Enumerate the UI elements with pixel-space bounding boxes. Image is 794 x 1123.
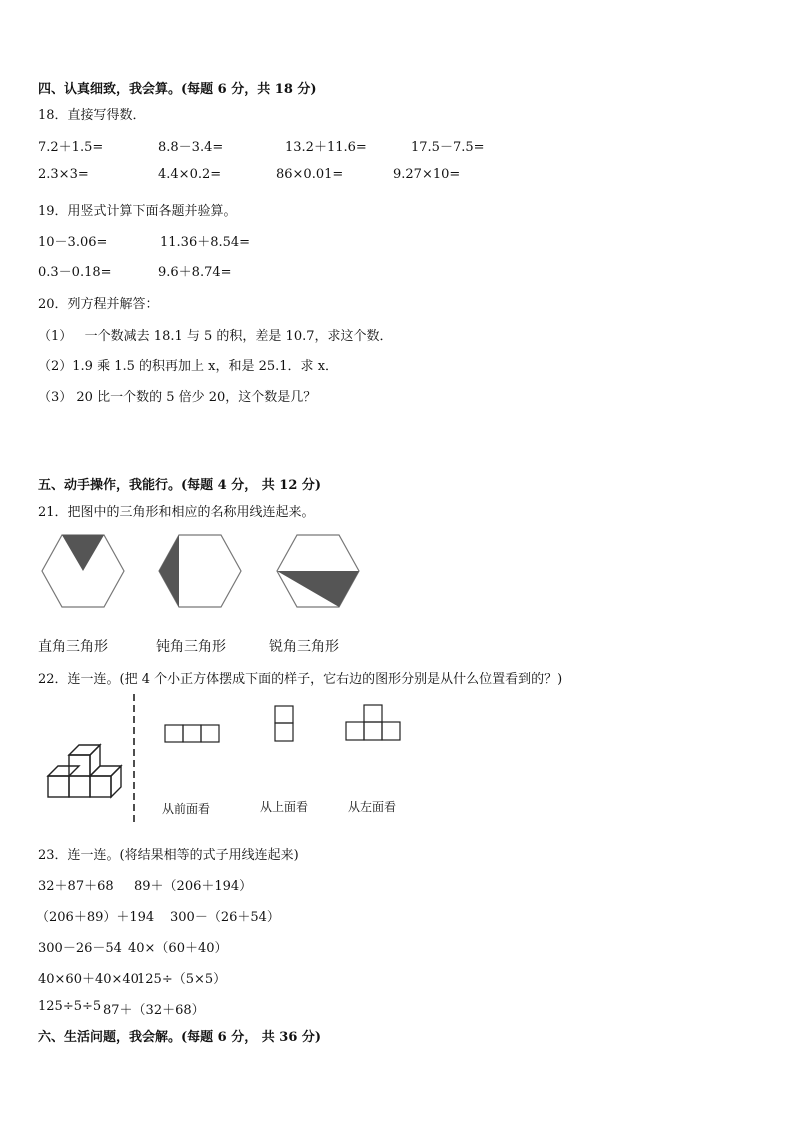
q23-title: 23．连一连。(将结果相等的式子用线连起来) <box>38 848 299 863</box>
triangle-label-obtuse: 钝角三角形 <box>156 639 226 655</box>
left-view-figure <box>344 703 404 743</box>
q18-item: 2.3×3= <box>38 167 89 182</box>
q18-item: 86×0.01= <box>276 167 344 182</box>
q23-right: 89＋（206＋194） <box>134 879 253 894</box>
section-4-heading: 四、认真细致，我会算。(每题 6 分，共 18 分) <box>38 82 317 97</box>
q23-left: 40×60＋40×40 <box>38 972 139 987</box>
q23-left: 300－26－54 <box>38 941 122 956</box>
q18-item: 13.2＋11.6= <box>285 140 367 155</box>
q23-right: 40×（60＋40） <box>128 941 228 956</box>
q18-item: 9.27×10= <box>393 167 461 182</box>
q20-item-3: （3） 20 比一个数的 5 倍少 20，这个数是几？ <box>38 390 317 405</box>
q19-item: 0.3－0.18= <box>38 265 112 280</box>
triangle-label-acute: 锐角三角形 <box>269 639 339 655</box>
q20-title: 20．列方程并解答： <box>38 297 159 312</box>
front-view-figure <box>163 723 223 745</box>
hexagon-right-triangle-figure <box>40 533 126 609</box>
view-label-front: 从前面看 <box>162 802 211 816</box>
q18-item: 8.8－3.4= <box>158 140 224 155</box>
q22-title: 22．连一连。(把 4 个小正方体摆成下面的样子，它右边的图形分别是从什么位置看到的？) <box>38 672 563 687</box>
q18-title: 18．直接写得数． <box>38 108 146 123</box>
q19-item: 11.36＋8.54= <box>160 235 251 250</box>
dashed-divider <box>130 694 138 824</box>
q18-item: 4.4×0.2= <box>158 167 222 182</box>
view-label-left: 从左面看 <box>348 800 397 814</box>
triangle-label-right: 直角三角形 <box>38 639 108 655</box>
q19-item: 10－3.06= <box>38 235 108 250</box>
q23-left: 125÷5÷5 <box>38 999 102 1014</box>
q23-right: 125÷（5×5） <box>137 972 227 987</box>
hexagon-obtuse-triangle-figure <box>157 533 243 609</box>
q23-right: 300－（26＋54） <box>170 910 280 925</box>
section-5-heading: 五、动手操作，我能行。(每题 4 分， 共 12 分) <box>38 478 322 493</box>
view-label-top: 从上面看 <box>260 800 309 814</box>
top-view-figure <box>273 704 297 744</box>
q20-item-1: （1） 一个数减去 18.1 与 5 的积，差是 10.7，求这个数． <box>38 329 393 344</box>
q23-right: 87＋（32＋68） <box>103 1003 205 1018</box>
q19-item: 9.6＋8.74= <box>158 265 232 280</box>
cube-stack-figure <box>40 738 130 804</box>
q21-title: 21．把图中的三角形和相应的名称用线连起来。 <box>38 505 315 520</box>
q18-item: 17.5－7.5= <box>411 140 485 155</box>
q18-item: 7.2＋1.5= <box>38 140 104 155</box>
hexagon-acute-triangle-figure <box>275 533 361 609</box>
q19-title: 19．用竖式计算下面各题并验算。 <box>38 204 237 219</box>
q20-item-2: （2）1.9 乘 1.5 的积再加上 x，和是 25.1．求 x． <box>38 359 339 374</box>
q23-left: 32＋87＋68 <box>38 879 114 894</box>
q23-left: （206＋89）＋194 <box>36 910 155 925</box>
section-6-heading: 六、生活问题，我会解。(每题 6 分， 共 36 分) <box>38 1030 322 1045</box>
